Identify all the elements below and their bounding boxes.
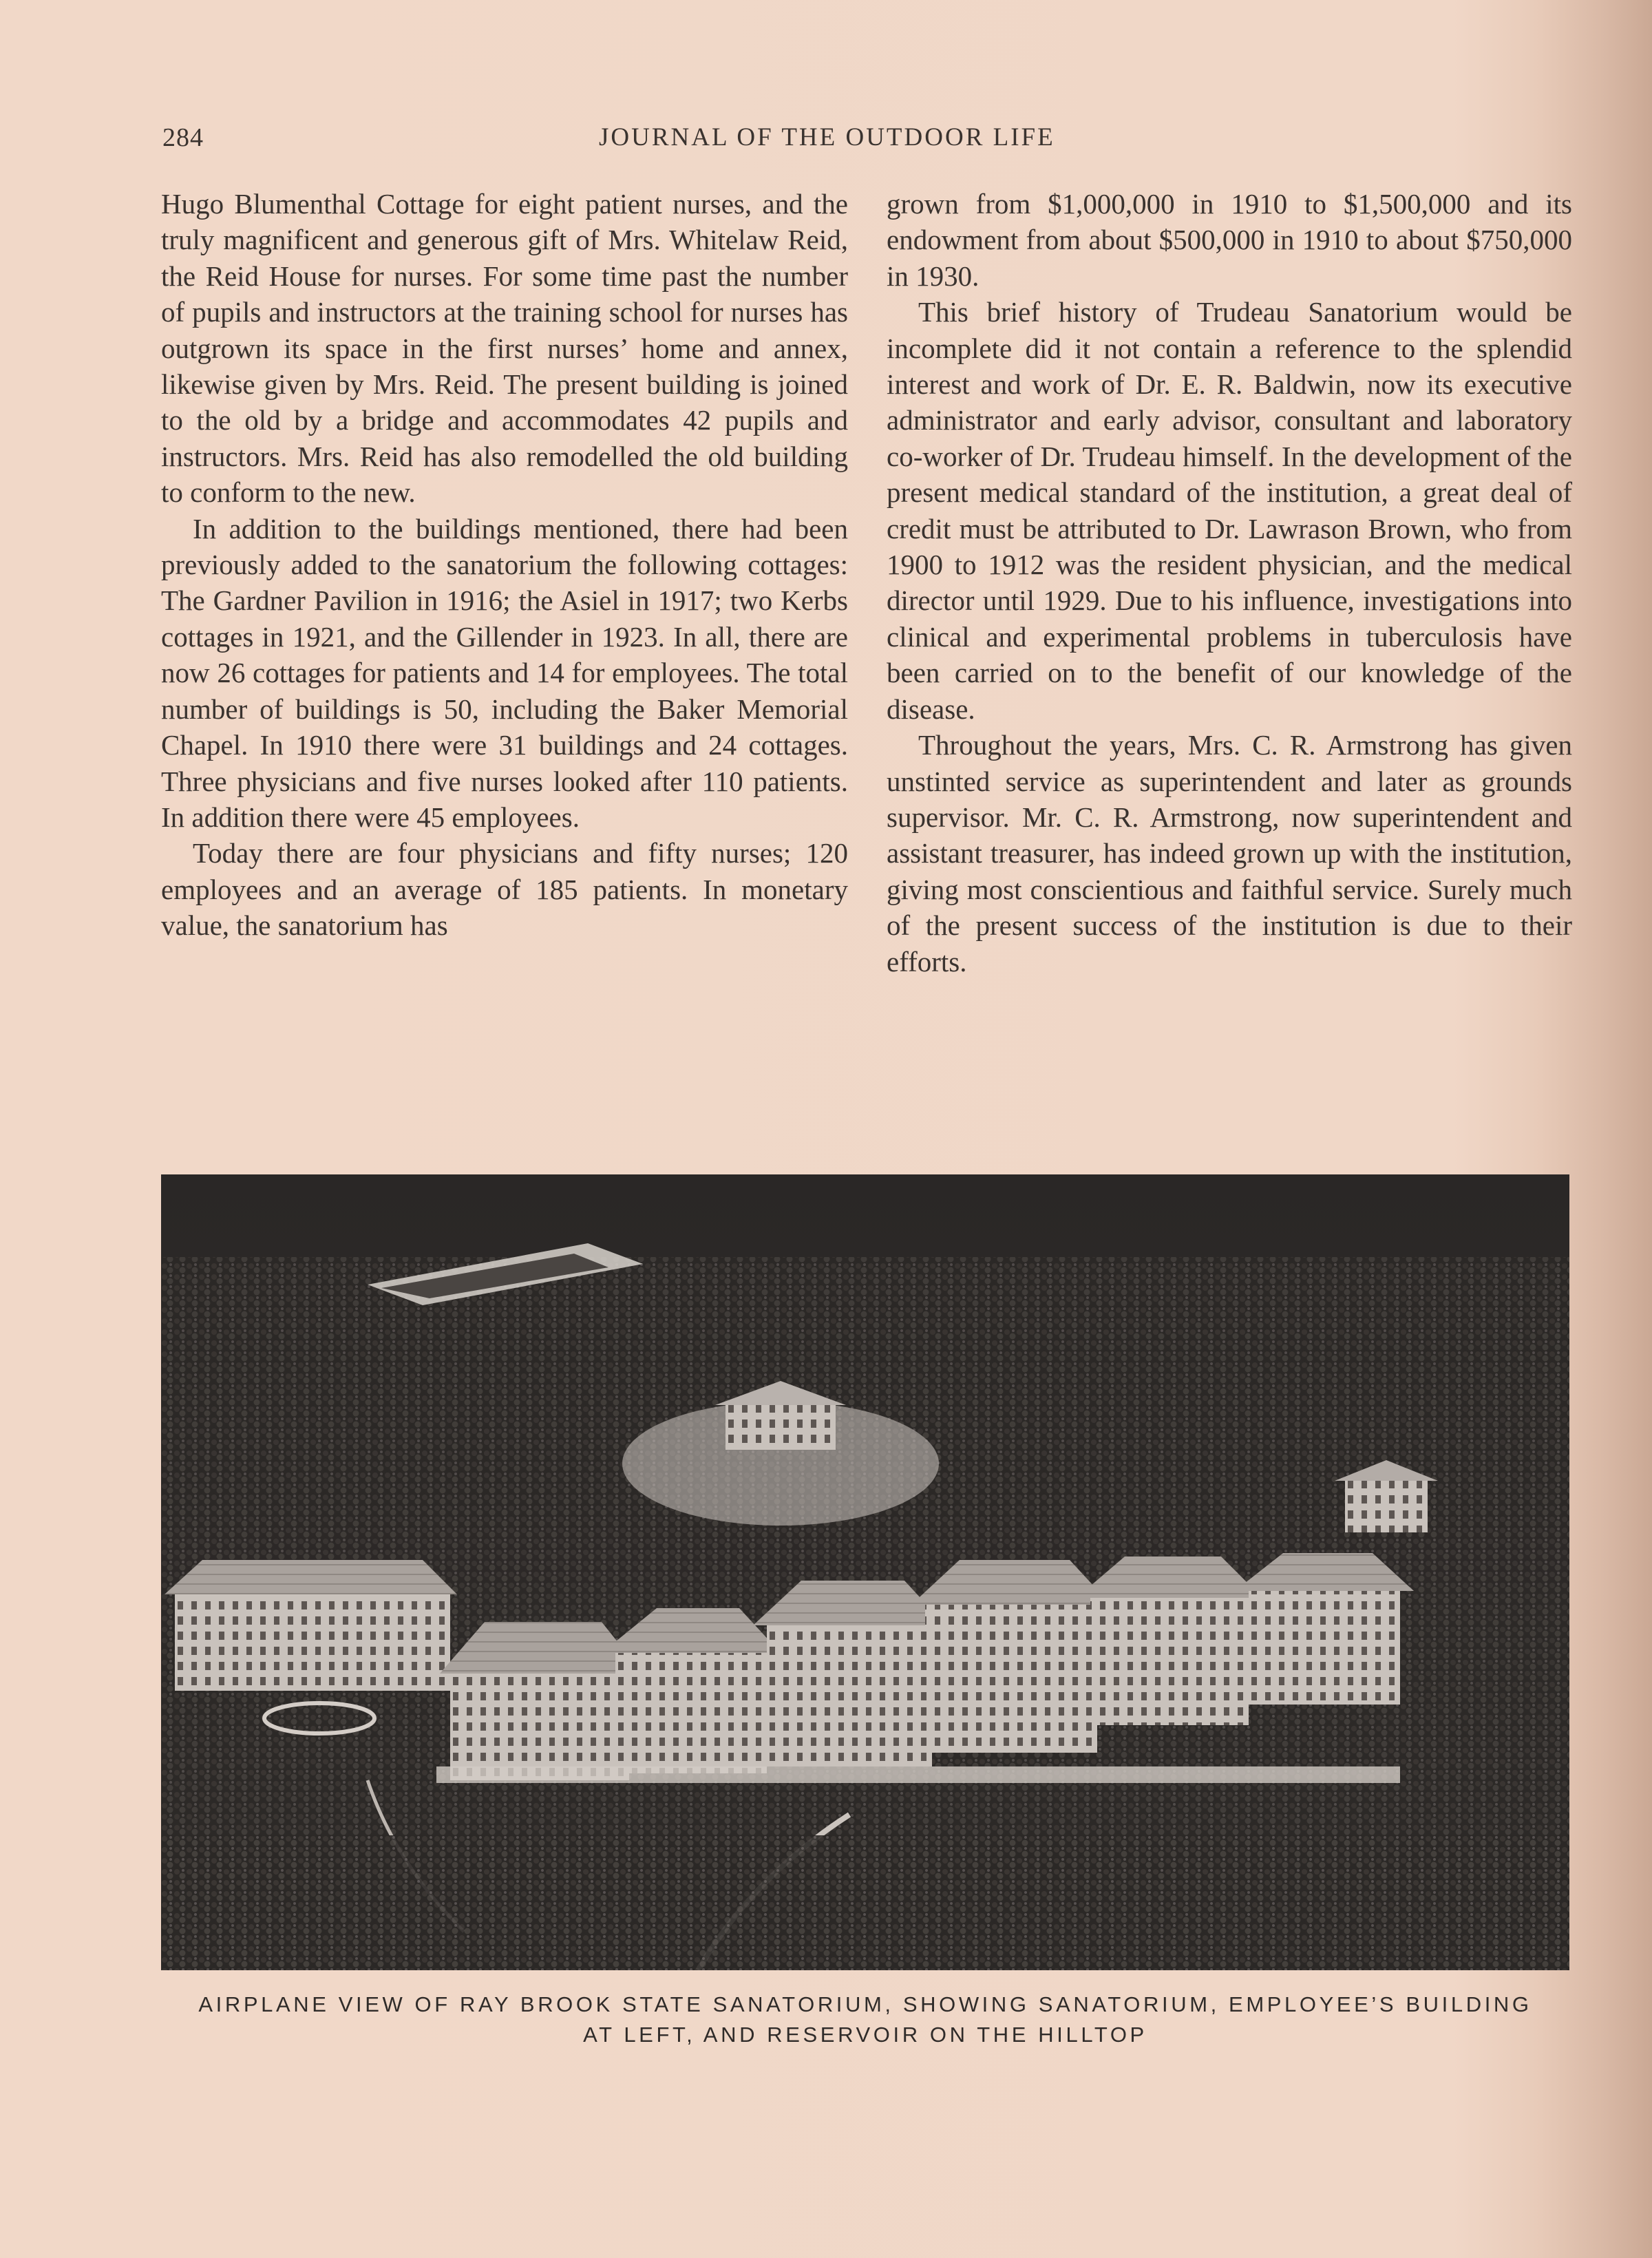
right-text-column [887, 186, 1572, 980]
paragraph: In addition to the buildings mentioned, there had been previously added to the sanatorium the following cottages: The Gardner Pavilion in 1916; the Asiel in 1917; two Kerbs cottages in 1921, and the Gillender in 1923. In all, there are now 26 cottages for patients and 14 for employees. The total number of buildings is 50, including the Baker Memorial Chapel. In 1910 there were 31 buildings and 24 cottages. Three physicians and five nurses looked after 110 patients. In addition there were 45 employees. [161, 512, 848, 833]
aerial-photograph [161, 1174, 1569, 1970]
sanatorium-wing-right [1090, 1594, 1249, 1725]
aerial-photo-illustration [161, 1174, 1569, 1970]
running-title: JOURNAL OF THE OUTDOOR LIFE [599, 123, 1055, 151]
employees-building-roof [165, 1560, 457, 1594]
paragraph: Today there are four physicians and fifty nurses; 120 employees and an average of 185 patients. In monetary value, the sanatorium has [161, 837, 848, 942]
sanatorium-wing-left [450, 1670, 629, 1780]
sanatorium-wing-center [925, 1601, 1097, 1753]
paragraph: This brief history of Trudeau Sanatorium would be incomplete did it not contain a reference to the splendid interest and work of Dr. E. R. Baldwin, now its executive administrator and early advisor, consultant and laboratory co-worker of Dr. Trudeau himself. In the development of the present medical standard of the institution, a great deal of credit must be attributed to Dr. Lawrason Brown, who from 1900 to 1912 was the resident physician, and the medical director until 1929. Due to his influence, investigations into clinical and experimental problems in tuberculosis have been carried on to the benefit of our knowledge of the disease. [887, 296, 1572, 725]
sanatorium-wing-center-left [615, 1649, 767, 1773]
caption-line-1: AIRPLANE VIEW OF RAY BROOK STATE SANATORIUM, SHOWING SANATORIUM, EMPLOYEE’S BUILDING [198, 1992, 1532, 2016]
sanatorium-main [767, 1622, 932, 1766]
connecting-porch [436, 1766, 1400, 1783]
page-number: 284 [162, 123, 204, 152]
figure-caption [151, 1990, 1579, 2050]
paragraph: Throughout the years, Mrs. C. R. Armstrong has given unstinted service as superintendent and later as grounds supervisor. Mr. C. R. Armstrong, now superintendent and assistant treasurer, has indeed grown up with the institution, giving most conscientious and faithful service. Surely much of the present success of the institution is due to their efforts. [887, 729, 1572, 978]
hilltop-house [726, 1402, 836, 1450]
foreground-trees [161, 1835, 1569, 1970]
left-text-column [161, 186, 848, 944]
right-cottage [1345, 1477, 1428, 1532]
paragraph: Hugo Blumenthal Cottage for eight patient nurses, and the truly magnificent and generous gift of Mrs. Whitelaw Reid, the Reid House for nurses. For some time past the number of pupils and instructors at the training school for nurses has outgrown its space in the first nurses’ home and annex, likewise given by Mrs. Reid. The present building is joined to the old by a bridge and accommodates 42 pupils and instructors. Mrs. Reid has also remodelled the old building to conform to the new. [161, 188, 848, 509]
sanatorium-wing-far-right [1249, 1587, 1400, 1705]
employees-building [175, 1587, 450, 1691]
caption-line-2: AT LEFT, AND RESERVOIR ON THE HILLTOP [583, 2023, 1147, 2047]
paragraph: grown from $1,000,000 in 1910 to $1,500,000 and its endowment from about $500,000 in 1910 to about $750,000 in 1930. [887, 188, 1572, 292]
